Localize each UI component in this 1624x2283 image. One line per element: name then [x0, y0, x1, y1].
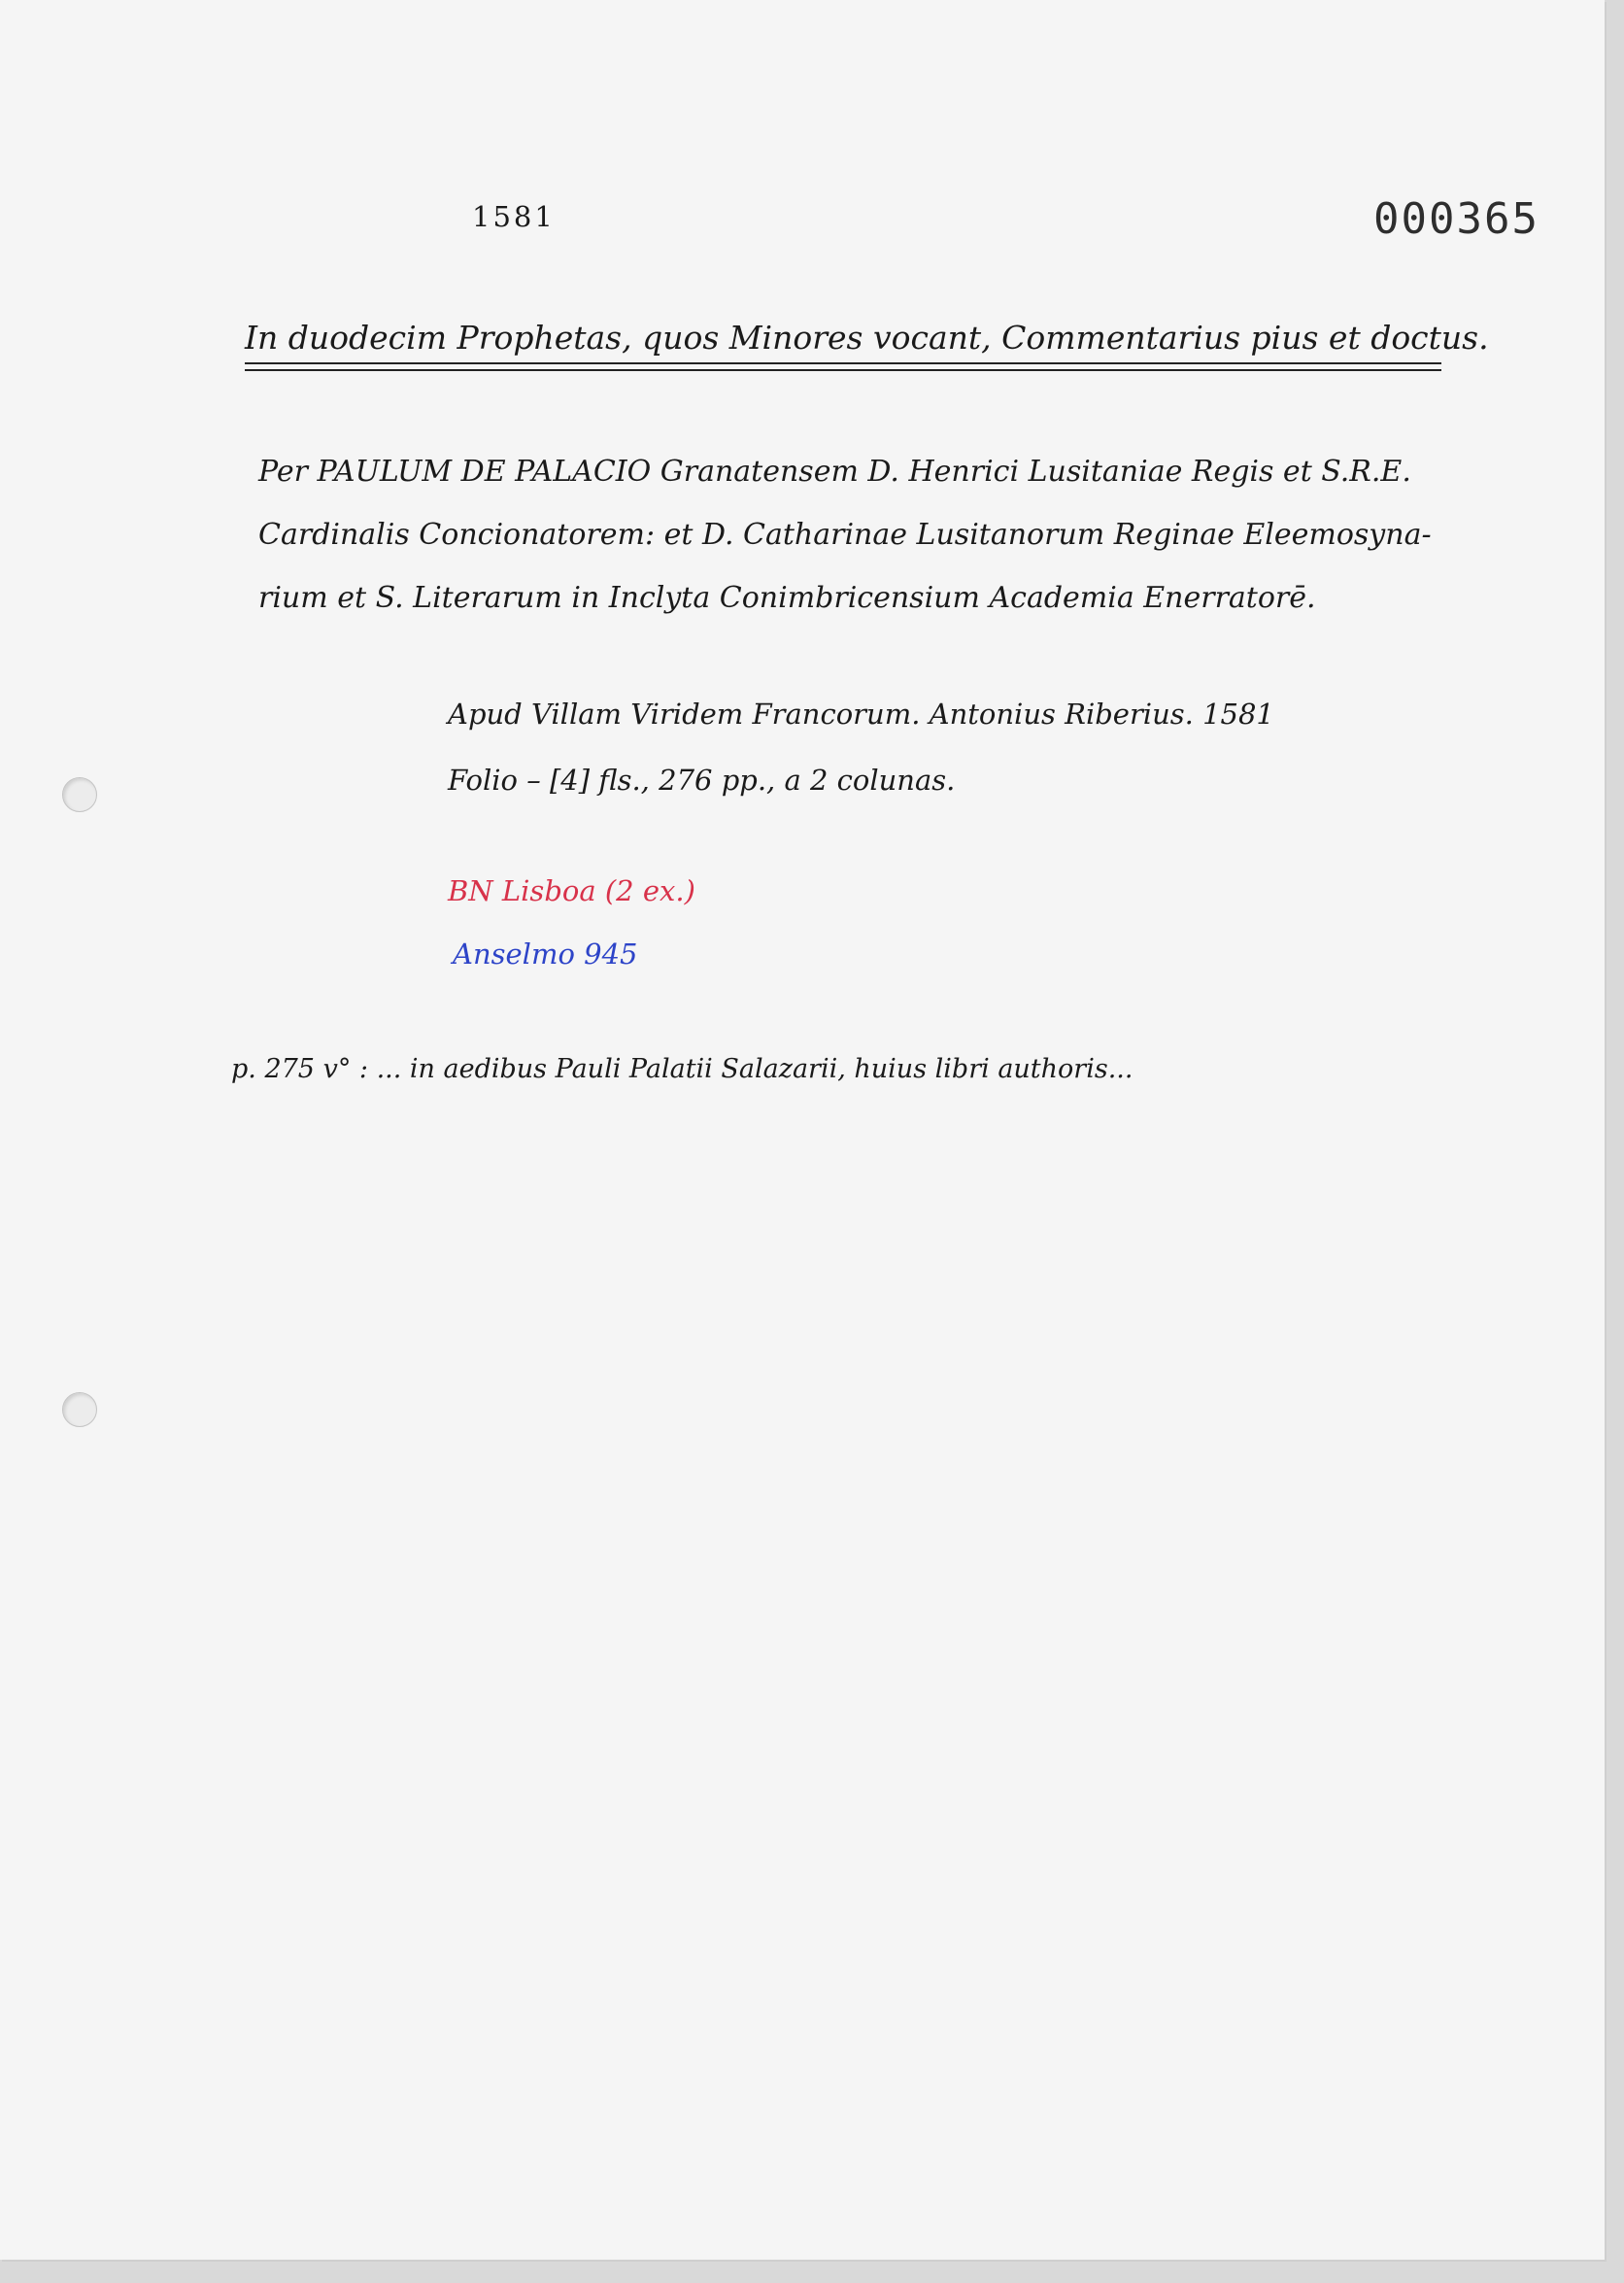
bibliography-reference: Anselmo 945 — [453, 937, 638, 971]
author-line-2: Cardinalis Concionatorem: et D. Catharinae Lusitanorum Reginae Eleemosyna- — [258, 518, 1432, 552]
punch-hole-upper — [62, 777, 97, 812]
catalog-number-stamp: 000365 — [1373, 194, 1539, 244]
work-title: In duodecim Prophetas, quos Minores vocant, Commentarius pius et doctus. — [245, 319, 1489, 357]
library-holding: BN Lisboa (2 ex.) — [448, 874, 695, 907]
title-underline-2 — [245, 369, 1441, 371]
title-underline-1 — [245, 362, 1441, 364]
publication-line: Apud Villam Viridem Francorum. Antonius Riberius. 1581 — [448, 698, 1274, 731]
author-line-3: rium et S. Literarum in Inclyta Conimbricensium Academia Enerratorē. — [258, 581, 1316, 615]
colophon-note: p. 275 v° : ... in aedibus Pauli Palatii Salazarii, huius libri authoris... — [231, 1054, 1133, 1084]
year-heading: 1581 — [472, 200, 556, 233]
format-line: Folio – [4] fls., 276 pp., a 2 colunas. — [448, 764, 956, 797]
author-line-1: Per PAULUM DE PALACIO Granatensem D. Henrici Lusitaniae Regis et S.R.E. — [258, 455, 1411, 489]
punch-hole-lower — [62, 1392, 97, 1427]
